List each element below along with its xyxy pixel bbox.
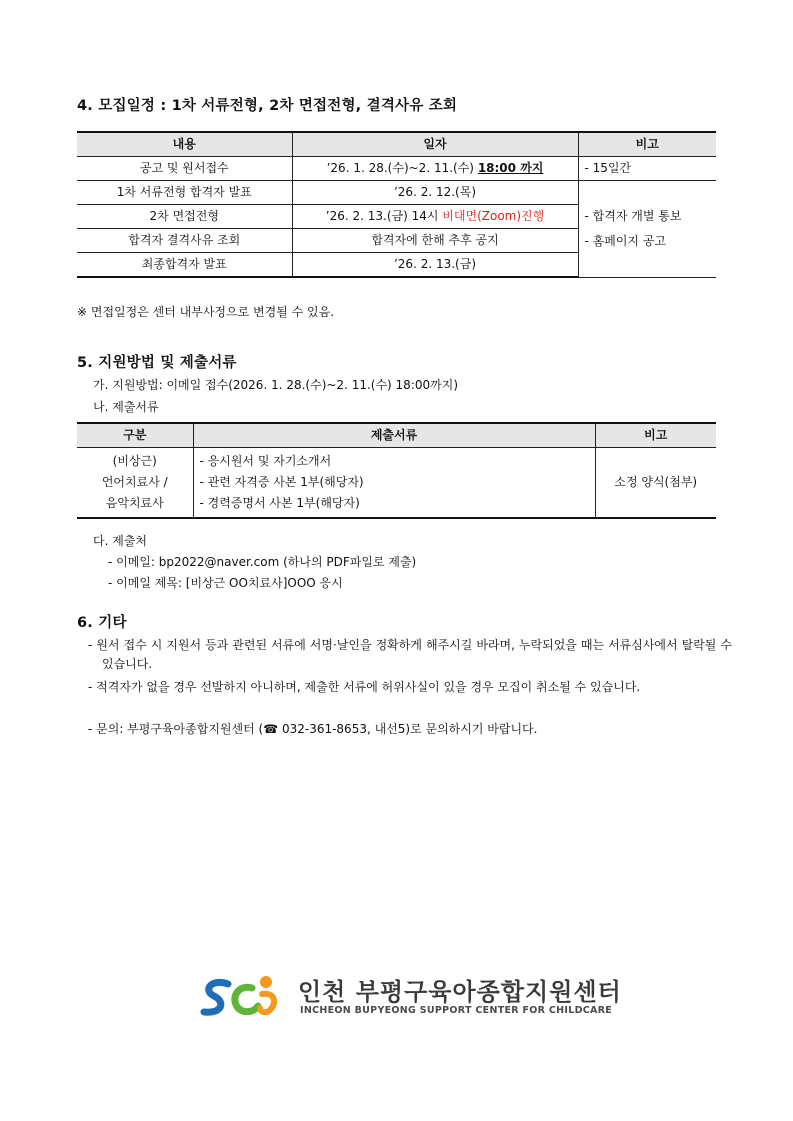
document-item: - 관련 자격증 사본 1부(해당자) (199, 475, 364, 489)
section5-title: 5. 지원방법 및 제출서류 (77, 355, 237, 371)
section4-title: 4. 모집일정 : 1차 서류전형, 2차 면접전형, 결격사유 조회 (77, 98, 458, 114)
schedule-footnote: ※ 면접일정은 센터 내부사정으로 변경될 수 있음. (77, 305, 335, 319)
etc-item-2: - 적격자가 없을 경우 선발하지 아니하며, 제출한 서류에 허위사실이 있을 경우 모집이 취소될 수 있습니다. (88, 680, 641, 694)
table-row (77, 448, 716, 519)
documents-note: 소정 양식(첨부) (595, 448, 716, 519)
category-cell (77, 448, 193, 519)
merged-note-line: - 홈페이지 공고 (584, 233, 667, 248)
header-content: 내용 (77, 132, 292, 157)
row-note: - 15일간 (578, 157, 716, 181)
schedule-header-row (77, 132, 716, 157)
documents-table (77, 422, 716, 519)
row-date: 합격자에 한해 추후 공지 (292, 229, 578, 253)
table-row (77, 181, 716, 205)
category-line: 음악치료사 (105, 496, 164, 510)
documents-heading: 나. 제출서류 (93, 400, 159, 414)
category-line: 언어치료사 / (101, 475, 168, 489)
zoom-emphasis: 비대면(Zoom)진행 (442, 209, 545, 223)
logo-name-english: INCHEON BUPYEONG SUPPORT CENTER FOR CHILDCARE (300, 1005, 613, 1016)
row-date: ’26. 2. 12.(목) (292, 181, 578, 205)
submit-email: - 이메일: bp2022@naver.com (하나의 PDF파일로 제출) (108, 555, 417, 569)
row-content: 1차 서류전형 합격자 발표 (77, 181, 292, 205)
category-line: (비상근) (112, 454, 157, 468)
table-row (77, 157, 716, 181)
schedule-table (77, 131, 716, 278)
header-note: 비고 (578, 132, 716, 157)
document-item: - 경력증명서 사본 1부(해당자) (199, 496, 360, 510)
submit-heading: 다. 제출처 (93, 534, 147, 548)
header-documents: 제출서류 (193, 423, 595, 448)
row-date: ’26. 2. 13.(금) (292, 253, 578, 278)
header-category: 구분 (77, 423, 193, 448)
etc-item-1: - 원서 접수 시 지원서 등과 관련된 서류에 서명·날인을 정확하게 해주시길 바라며, 누락되었을 때는 서류심사에서 탈락될 수 있습니다. (88, 638, 732, 671)
merged-note (578, 181, 716, 278)
row-date: ’26. 1. 28.(수)~2. 11.(수) 18:00 까지 (292, 157, 578, 181)
row-content: 공고 및 원서접수 (77, 157, 292, 181)
document-item: - 응시원서 및 자기소개서 (199, 454, 332, 468)
header-date: 일자 (292, 132, 578, 157)
section6-title: 6. 기타 (77, 615, 127, 631)
documents-header-row (77, 423, 716, 448)
row-content: 최종합격자 발표 (77, 253, 292, 278)
row-date: ’26. 2. 13.(금) 14시 비대면(Zoom)진행 (292, 205, 578, 229)
row-content: 합격자 결격사유 조회 (77, 229, 292, 253)
logo-name-korean: 인천 부평구육아종합지원센터 (298, 978, 622, 1006)
center-logo (200, 972, 620, 1022)
etc-item-3: - 문의: 부평구육아종합지원센터 (☎ 032-361-8653, 내선5)로 문의하시기 바랍니다. (88, 722, 538, 736)
header-note: 비고 (595, 423, 716, 448)
row-content: 2차 면접전형 (77, 205, 292, 229)
merged-note-line: - 합격자 개별 통보 (584, 208, 682, 223)
logo-mark-icon (200, 972, 292, 1022)
documents-cell (193, 448, 595, 519)
submit-subject: - 이메일 제목: [비상근 OO치료사]OOO 응시 (108, 576, 343, 590)
apply-method: 가. 지원방법: 이메일 접수(2026. 1. 28.(수)~2. 11.(수) 18:00까지) (93, 378, 458, 392)
deadline-emphasis: 18:00 까지 (477, 161, 544, 175)
